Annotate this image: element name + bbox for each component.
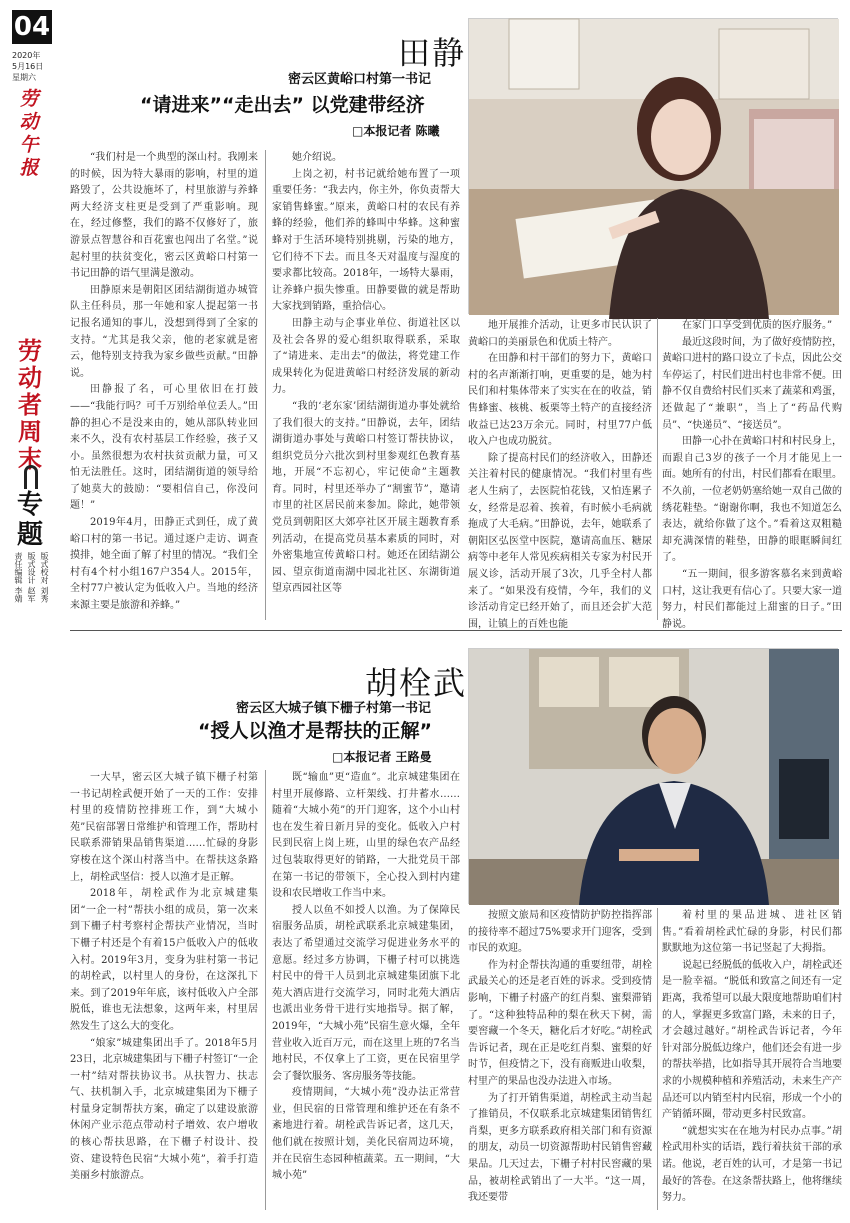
paragraph: 授人以鱼不如授人以渔。为了保障民宿服务品质，胡栓武联系北京城建集团，表达了希望通过交流学习促进业务水平的意愿。经过多方协调，下栅子村可以挑选村民中的骨干人员到北京城建集团旗下北苑大酒店进行交流学习，同时北苑大酒店也派出业务骨干进行实地指导。据了解，2019年，“大城小苑”民宿生意火爆，全年营业收入近百万元，而在这里上班的7名当地村民，不仅拿上了工资，更在民宿里学会了餐饮服务、客房服务等技能。 bbox=[272, 904, 460, 1082]
masthead-char: 动 bbox=[19, 111, 39, 133]
credit-editor: 责任编辑 李婧 bbox=[14, 552, 23, 603]
story2-headline: “授人以渔才是帮扶的正解” bbox=[198, 720, 432, 742]
portrait-photo-icon bbox=[469, 649, 839, 905]
paragraph: 说起已经脱低的低收入户，胡栓武还是一脸幸福。“脱低和致富之间还有一定距离，我希望可以最大限度地帮助咱们村的人，掌握更多致富门路，未来的日子，才会越过越好。”胡栓武告诉记者，今年针对部分脱低边缘户，他们还会有进一步的帮扶举措，比如指导其开展符合当地要求的小规模种植和养殖活动，未来生产产品还可以内销至村内民宿，形成一个小的产销循环圈，带动更多村民致富。 bbox=[662, 959, 842, 1121]
story1-kicker: 密云区黄峪口村第一书记 bbox=[288, 72, 432, 87]
story2-column-2 bbox=[272, 770, 460, 1210]
paragraph: 在家门口享受到优质的医疗服务。” bbox=[682, 320, 833, 331]
page-number: 04 bbox=[13, 12, 51, 42]
masthead-char: 劳 bbox=[19, 88, 39, 110]
paragraph: 除了提高村民们的经济收入，田静还关注着村民的健康情况。“我们村里有些老人生病了，去医院怕花钱，又怕连累子女，经常是忍着、挨着，有时候小毛病就拖成了大毛病。”田静说，去年，她联系了朝阳区弘医堂中医院，邀请高血压、糖尿病等中老年人常见疾病相关专家为村民开展义诊，活动开展了3次，几乎全村人都来了。“如果没有疫情，今年，我们的义诊活动肯定已经开始了，而且还会扩大范围，让镇上的百姓也能 bbox=[468, 452, 652, 630]
issue-date bbox=[12, 50, 56, 83]
masthead-char: 午 bbox=[19, 134, 39, 156]
date-day: 5月16日 bbox=[12, 62, 44, 71]
story2-kicker: 密云区大城子镇下栅子村第一书记 bbox=[236, 701, 432, 716]
paragraph: 既“输血”更“造血”。北京城建集团在村里开展修路、立杆架线、打井蓄水……随着“大城小苑”的开门迎客，这个小山村也在发生着日新月异的变化。低收入户村民到民宿上岗上班，山里的绿色农产品经过包装取得更好的销路，一大批党员干部在第一书记的带领下，全心投入到村内建设和农民增收工作当中来。 bbox=[272, 772, 460, 900]
left-rail bbox=[0, 0, 52, 1223]
paragraph: “我的‘老东家’团结湖街道办事处就给了我们很大的支持。”田静说，去年，团结湖街道办事处与黄峪口村签订帮扶协议，组织党员分六批次到村里参观红色教育基地，开展“不忘初心，牢记使命”主题教育。同时，村里还举办了“割蜜节”，邀请市里的社区居民前来参加。除此，她带领党员到朝阳区大郊亭社区开展主题教育系列活动，在提高党员基本素质的同时，对外密集地宣传黄峪口村。她还在团结湖公园、望京街道南湖中园北社区、东湖街道望京西园社区等 bbox=[272, 400, 460, 595]
paragraph: 作为村企帮扶沟通的重要纽带，胡栓武最关心的还是老百姓的诉求。受到疫情影响，下栅子村盛产的红肖梨、蜜梨滞销了。“这种独特品种的梨在秋天下树，需要窖藏一个冬天，糖化后才好吃。”胡栓武告诉记者，现在正是吃红肖梨、蜜梨的好时节，但疫情之下，没有商贩进山收梨，村里产的果品也没办法进入市场。 bbox=[468, 959, 652, 1087]
story-separator bbox=[70, 630, 842, 631]
story1-byline: □本报记者 陈曦 bbox=[352, 124, 440, 138]
paragraph: 着村里的果品进城、进社区销售。”看着胡栓武忙碌的身影，村民们都默默地为这位第一书记竖起了大拇指。 bbox=[662, 910, 842, 955]
section-char: 末 bbox=[18, 445, 42, 473]
date-year: 2020年 bbox=[12, 51, 41, 60]
paragraph: “我们村是一个典型的深山村。我刚来的时候，因为特大暴雨的影响，村里的道路毁了，公共设施坏了，村里旅游与养蜂两大经济支柱更是受到了严重影响。现在，经过修整，我们的路不仅修好了，旅游景点智慧谷和百花蜜也闯出了名堂。”说起村里的扶贫变化，密云区黄峪口村第一书记田静的语气里满是激动。 bbox=[70, 152, 258, 280]
paragraph: 她介绍说。 bbox=[292, 152, 342, 163]
paragraph: 在田静和村干部们的努力下，黄峪口村的名声渐渐打响，更重要的是，她为村民们和村集体带来了实实在在的收益，销售蜂蜜、核桃、板栗等土特产的直接经济收益已达23万余元。同时，村里77户低收入户也成功脱贫。 bbox=[468, 353, 652, 448]
paragraph: “娘家”城建集团出手了。2018年5月23日，北京城建集团与下栅子村签订“一企一村”结对帮扶协议书。从扶智力、扶志气、扶机制入手，北京城建集团为下栅子村量身定制帮扶方案，确定了以建设旅游休闲产业示范点带动村子增效、农户增收的核心帮扶思路，在下栅子村设计、投资、建设特色民宿“大城小苑”，着手打造美丽乡村旅游点。 bbox=[70, 1037, 258, 1182]
story1-column-3 bbox=[468, 318, 652, 630]
date-weekday: 星期六 bbox=[12, 73, 36, 82]
portrait-photo-icon bbox=[469, 19, 839, 315]
paragraph: 田静原来是朝阳区团结湖街道办城管队主任科员，那一年她和家人提起第一书记报名通知的事儿，没想到得到了全家的支持。“尤其是我父亲，他的老家就是密云，他特别支持我为家乡做些贡献。”田静说。 bbox=[70, 284, 258, 379]
paragraph: 上岗之初，村书记就给她布置了一项重要任务：“我去内，你主外，你负责帮大家销售蜂蜜。”原来，黄峪口村的农民有养蜂的经验，他们养的蜂叫中华蜂。这种蜜蜂对于生活环境特别挑剔，污染的地方，它们待不下去。而且冬天对温度与湿度的要求都比较高。2018年，一场特大暴雨，让养蜂户损失惨重。田静要做的就是帮助大家找到销路，重拾信心。 bbox=[272, 168, 460, 313]
story2-photo bbox=[468, 648, 838, 904]
bracket-ornament bbox=[24, 465, 38, 489]
paragraph: 2019年4月，田静正式到任，成了黄峪口村的第一书记。通过逐户走访、调查摸排，她全面了解了村里的情况。“我们全村有4个村小组167户354人。2015年，全村77户被认定为低收入户。当地的经济来源主要是旅游和养蜂。” bbox=[70, 517, 258, 612]
paragraph: 疫情期间，“大城小苑”没办法正常营业，但民宿的日常管理和维护还在有条不紊地进行着。胡栓武告诉记者，这几天，他们就在按照计划，美化民宿周边环境，并在民宿生态园种植蔬菜。五一期间，“大城小苑” bbox=[272, 1087, 460, 1182]
credit-proofreader: 版式校对 刘秀 bbox=[40, 552, 49, 603]
story1-column-2 bbox=[272, 150, 460, 620]
paragraph: 最近这段时间，为了做好疫情防控，黄峪口进村的路口设立了卡点，因此公交车停运了，村民们进出村也非常不便。田静不仅自费给村民们买来了蔬菜和鸡蛋，还做起了“兼职”，当上了“药品代购员”、“快递员”、“接送员”。 bbox=[662, 336, 842, 431]
section-char: 周 bbox=[18, 418, 42, 446]
paragraph: 一大早，密云区大城子镇下栅子村第一书记胡栓武便开始了一天的工作：安排村里的疫情防控排班工作，到“大城小苑”民宿部署日常维护和管理工作，帮助村民联系滞销果品销售渠道……忙碌的身影穿梭在这个深山村落当中。在帮扶这条路上，胡栓武坚信：授人以渔才是正解。 bbox=[70, 772, 258, 883]
story1-column-1 bbox=[70, 150, 258, 620]
section-char: 劳 bbox=[18, 337, 42, 365]
paragraph: 按照文旅局和区疫情防护防控指挥部的接待率不超过75%要求开门迎客，受到市民的欢迎。 bbox=[468, 910, 652, 955]
editor-credits bbox=[14, 552, 50, 662]
column-divider bbox=[657, 908, 658, 1210]
paragraph: 为了打开销售渠道，胡栓武主动当起了推销员，不仅联系北京城建集团销售红肖梨，更多方联系政府相关部门和有资源的朋友，动员一切资源帮助村民销售窖藏果品。几天过去，下栅子村村民窖藏的果品，被胡栓武销出了一大半。“这一周，我还要带 bbox=[468, 1092, 652, 1204]
paragraph: 田静报了名，可心里依旧在打鼓——“我能行吗？可千万别给单位丢人。”田静的担心不是没来由的，她从部队转业回来不久，没有农村基层工作经验，孩子又小。虽然很想为农村扶贫贡献力量，可又怕无法胜任。这时，团结湖街道的领导给了她莫大的鼓励：“要相信自己，你没问题！” bbox=[70, 384, 258, 512]
story2-person-name: 胡栓武 bbox=[365, 664, 468, 702]
paragraph: 田静主动与企事业单位、街道社区以及社会各界的爱心组织取得联系，采取了“请进来、走出去”的做法，将党建工作成果转化为促进黄峪口村经济发展的新动力。 bbox=[272, 317, 460, 396]
paragraph: 2018年，胡栓武作为北京城建集团“一企一村”帮扶小组的成员，第一次来到下栅子村考察村企帮扶产业情况，当时下栅子村还是个有着15户低收入户的低收入村。2019年3月，变身为驻村第一书记的胡栓武，以村里人的身份，在这深扎下来。到了2019年年底，该村低收入户全部脱低，谁也无法想象，这两年来，村里居然发生了这么大的变化。 bbox=[70, 888, 258, 1032]
paragraph: “五一期间，很多游客慕名来到黄峪口村，这让我更有信心了。只要大家一道努力，村民们都能过上甜蜜的日子。”田静说。 bbox=[662, 568, 842, 630]
topic-char: 专 bbox=[16, 490, 43, 520]
credit-designer: 版式设计 赵军 bbox=[27, 552, 36, 603]
story1-person-name: 田静 bbox=[398, 34, 467, 72]
column-divider bbox=[265, 150, 266, 620]
paragraph: “就想实实在在地为村民办点事。”胡栓武用朴实的话语，践行着扶贫干部的承诺。他说，老百姓的认可，才是第一书记最好的答卷。在这条帮扶路上，他将继续努力。 bbox=[662, 1125, 842, 1204]
column-divider bbox=[265, 770, 266, 1210]
story1-photo bbox=[468, 18, 838, 314]
section-title bbox=[12, 338, 48, 473]
topic-label bbox=[12, 490, 48, 550]
paragraph: 地开展推介活动，让更多市民认识了黄峪口的美丽景色和优质土特产。 bbox=[468, 320, 652, 348]
newspaper-masthead-logo bbox=[14, 88, 44, 180]
story1-headline: “请进来”“走出去” 以党建带经济 bbox=[140, 94, 425, 116]
story2-column-4 bbox=[662, 908, 842, 1210]
paragraph: 田静一心扑在黄峪口村和村民身上，而跟自己3岁的孩子一个月才能见上一面。她所有的付出，村民们都看在眼里。不久前，一位老奶奶塞给她一双自己做的绣花鞋垫。“谢谢你啊，我也不知道怎么表达，就给你做了这个。”看着这双粗糙却充满深情的鞋垫，田静的眼眶瞬间红了。 bbox=[662, 436, 842, 564]
masthead-char: 报 bbox=[19, 157, 39, 179]
column-divider bbox=[657, 318, 658, 620]
story2-column-3 bbox=[468, 908, 652, 1210]
section-char: 者 bbox=[18, 391, 42, 419]
story2-byline: □本报记者 王路曼 bbox=[332, 750, 432, 764]
story2-column-1 bbox=[70, 770, 258, 1210]
topic-char: 题 bbox=[16, 520, 43, 550]
story1-column-4 bbox=[662, 318, 842, 630]
section-char: 动 bbox=[18, 364, 42, 392]
